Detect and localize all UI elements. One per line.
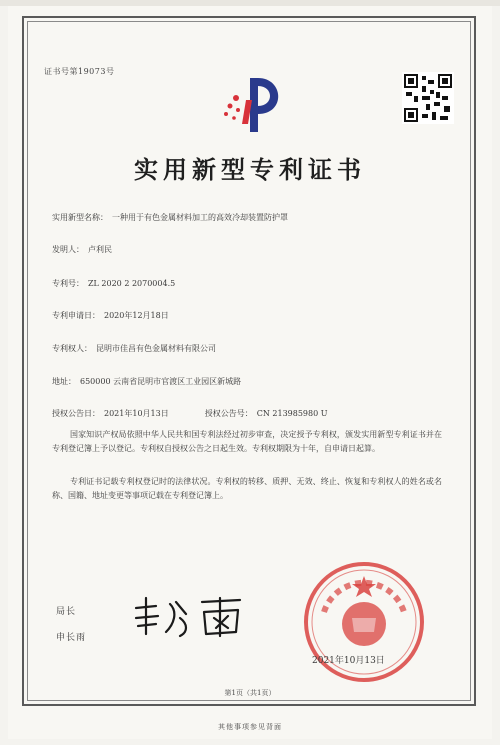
field-grant-info — [52, 408, 327, 419]
name-value: 一种用于有色金属材料加工的高效冷却装置防护罩 — [112, 213, 288, 222]
patentee-value: 昆明市佳昌有色金属材料有限公司 — [96, 344, 216, 353]
filing-date-value: 2020年12月18日 — [104, 311, 169, 320]
body-paragraph-2: 专利证书记载专利权登记时的法律状况。专利权的转移、质押、无效、终止、恢复和专利权人的姓名或名称、国籍、地址变更等事项记载在专利登记簿上。 — [52, 477, 442, 500]
address-label: 地址： — [52, 377, 76, 386]
director-title: 局长 — [56, 607, 77, 617]
patent-number-value: ZL 2020 2 2070004.5 — [88, 279, 176, 288]
field-inventor — [52, 244, 112, 255]
body-paragraph-1: 国家知识产权局依照中华人民共和国专利法经过初步审查，决定授予专利权，颁发实用新型专利证书并在专利登记簿上予以登记。专利权自授权公告之日起生效。专利权期限为十年，自申请日起算。 — [52, 430, 442, 453]
page-title: 实用新型专利证书 — [134, 155, 366, 184]
field-filing-date — [52, 310, 169, 321]
patent-number-label: 专利号： — [52, 279, 84, 288]
grant-number-label: 授权公告号： — [204, 409, 253, 418]
grant-number-value: CN 213985980 U — [256, 409, 328, 418]
footer-note: 其他事项参见背面 — [218, 723, 282, 731]
seal-date: 2021年10月13日 — [312, 656, 385, 666]
filing-date-label: 专利申请日： — [52, 311, 100, 320]
handwritten-signature — [130, 594, 260, 642]
inventor-label: 发明人： — [52, 245, 84, 254]
patentee-label: 专利权人： — [52, 344, 92, 353]
field-patent-number — [52, 278, 175, 289]
page-number: 第1页（共1页） — [224, 689, 276, 697]
field-utility-model-name — [52, 212, 288, 223]
grant-date-label: 授权公告日： — [52, 409, 100, 418]
grant-date-value: 2021年10月13日 — [104, 409, 169, 418]
qr-code-icon — [402, 72, 454, 124]
cnipa-logo-icon — [212, 70, 292, 140]
name-label: 实用新型名称： — [52, 213, 108, 222]
inventor-value: 卢利民 — [88, 245, 112, 254]
field-patentee — [52, 343, 216, 354]
address-value: 650000 云南省昆明市官渡区工业园区新城路 — [80, 377, 242, 386]
field-address — [52, 376, 241, 387]
director-name-label: 申长雨 — [56, 633, 87, 643]
certificate-number: 证书号第19073号 — [44, 67, 115, 76]
